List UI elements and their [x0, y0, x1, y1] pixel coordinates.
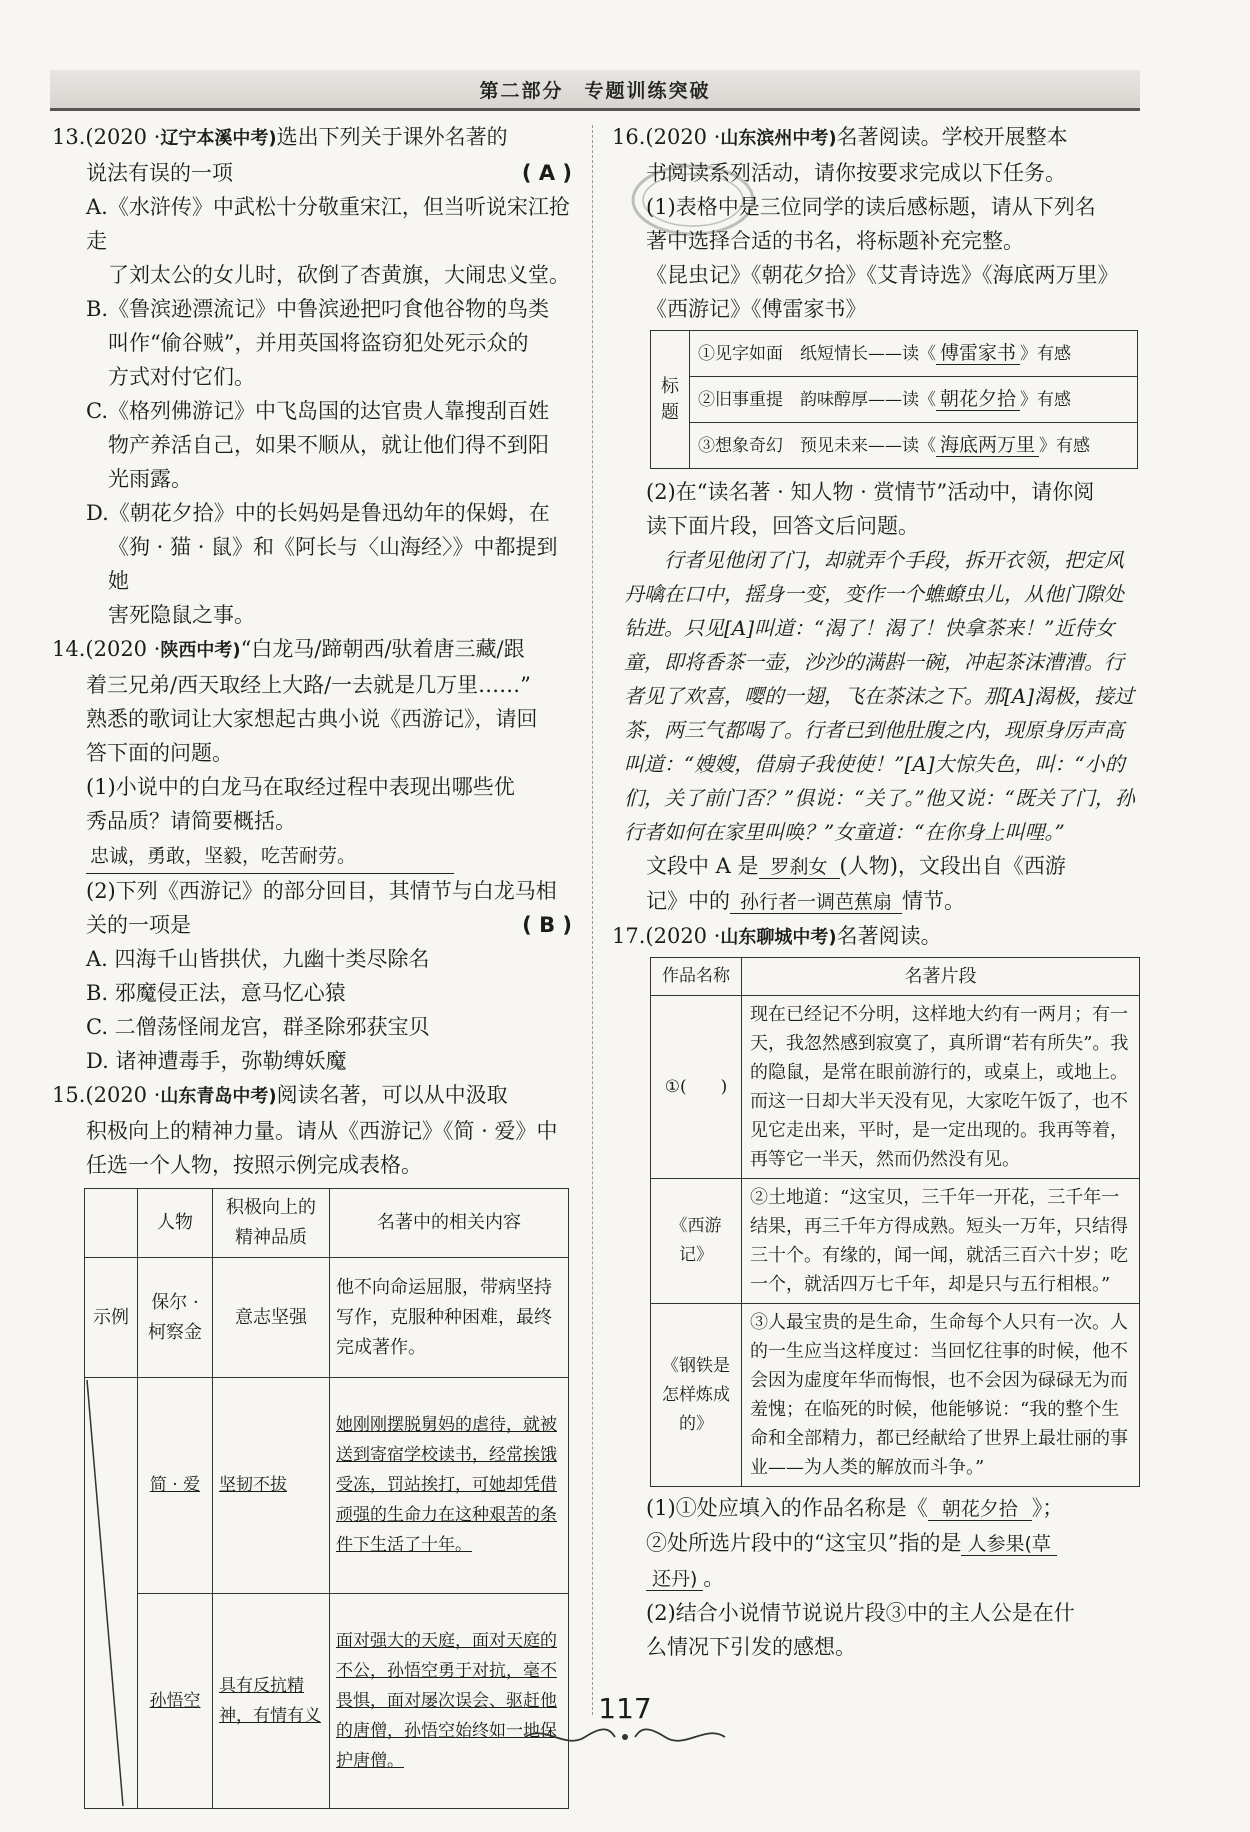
- table-header: 名著中的相关内容: [330, 1189, 569, 1258]
- q16-books-line: 《西游记》《傅雷家书》: [646, 297, 867, 321]
- q17-q1b: ②处所选片段中的“这宝贝”指的是: [646, 1531, 962, 1555]
- work-name-cell: ①( ): [651, 996, 742, 1179]
- table-cell-handwritten: 面对强大的天庭，面对天庭的不公，孙悟空勇于对抗，毫不畏惧，面对屡次误会、驱赶他的唐僧，孙悟空始终如一地保护唐僧。: [330, 1593, 569, 1809]
- q16-books-line: 《昆虫记》《朝花夕拾》《艾青诗选》《海底两万里》: [646, 263, 1119, 287]
- table-cell: 保尔 · 柯察金: [138, 1258, 213, 1378]
- q14-sub2-line: (2)下列《西游记》的部分回目，其情节与白龙马相: [86, 879, 557, 903]
- q13-option-line: 方式对付它们。: [108, 365, 255, 389]
- q15-stem-line: 积极向上的精神力量。请从《西游记》《简 · 爱》中: [86, 1119, 558, 1143]
- excerpt-cell: ②土地道：“这宝贝，三千年一开花，三千年一结果，再三千年方得成熟。短头一万年，只结得三十个。有缘的，闻一闻，就活三百六十岁；吃一个，就活四万七千年，却是只与五行相根。”: [742, 1179, 1140, 1304]
- q14-sub1-line: 秀品质？请简要概括。: [86, 809, 296, 833]
- header-title: 第二部分 专题训练突破: [479, 80, 711, 102]
- column-divider: [592, 125, 593, 1715]
- q17-q2-line: 么情况下引发的感想。: [646, 1635, 856, 1659]
- q17-q1a: (1)①处应填入的作品名称是《: [646, 1496, 928, 1520]
- q15-stem-line: 任选一个人物，按照示例完成表格。: [86, 1153, 422, 1177]
- table-cell-handwritten: 她刚刚摆脱舅妈的虐待，就被送到寄宿学校读书，经常挨饿受冻，罚站挨打，可她却凭借顽强的生命力在这种艰苦的条件下生活了十年。: [330, 1378, 569, 1594]
- title-suffix: 》有感: [1020, 344, 1072, 364]
- q13-option-line: 了刘太公的女儿时，砍倒了杏黄旗，大闹忠义堂。: [108, 263, 570, 287]
- diagonal-line: [85, 1378, 125, 1808]
- q17-stem: 名著阅读。: [836, 924, 942, 948]
- question-14: [52, 632, 572, 1078]
- q13-option-line: 叫作“偷谷贼”，并用英国将盗窃犯处死示众的: [108, 331, 529, 355]
- q16-fill-c: 记》中的: [646, 889, 730, 913]
- q16-sub1-line: (1)表格中是三位同学的读后感标题，请从下列名: [646, 195, 1096, 219]
- title-prefix: ①见字如面 纸短情长——读《: [698, 344, 936, 364]
- q16-fill-d: 情节。: [902, 889, 966, 913]
- q13-number: 13.: [52, 125, 86, 149]
- table-header: 人物: [138, 1189, 213, 1258]
- title-prefix: ③想象奇幻 预见未来——读《: [698, 436, 936, 456]
- q17-q2-line: (2)结合小说情节说说片段③中的主人公是在什: [646, 1601, 1075, 1625]
- q16-sub2-line: (2)在“读名著 · 知人物 · 赏情节”活动中，请你阅: [646, 480, 1095, 504]
- q16-sub2-line: 读下面片段，回答文后问题。: [646, 514, 919, 538]
- q14-source: 陕西中考): [160, 640, 241, 661]
- table-header: 积极向上的精神品质: [213, 1189, 330, 1258]
- question-15: [52, 1078, 572, 1809]
- title-answer: 傅雷家书: [936, 342, 1020, 365]
- q13-answer: ( A ): [521, 161, 572, 185]
- q14-answer: ( B ): [522, 913, 572, 937]
- work-name-cell: 《钢铁是怎样炼成的》: [651, 1304, 742, 1487]
- q13-source: 辽宁本溪中考): [160, 128, 277, 149]
- q17-q1b-end: 。: [703, 1566, 725, 1590]
- q14-option: D. 诸神遭毒手，弥勒缚妖魔: [86, 1049, 347, 1073]
- q14-sub1-answer: 忠诚，勇敢，坚毅，吃苦耐劳。: [86, 839, 454, 874]
- table-side-label: 标题: [651, 331, 690, 469]
- q14-option: A. 四海千山皆拱伏，九幽十类尽除名: [86, 947, 430, 971]
- q13-option-line: 物产养活自己，如果不顺从，就让他们得不到阳: [108, 433, 549, 457]
- q15-number: 15.: [52, 1083, 86, 1107]
- q14-stem-line: 熟悉的歌词让大家想起古典小说《西游记》，请回: [86, 707, 538, 731]
- table-header: 作品名称: [651, 958, 742, 996]
- question-13: [52, 120, 572, 632]
- title-answer: 朝花夕拾: [936, 388, 1020, 411]
- excerpt-cell: 现在已经记不分明，这样地大约有一两月；有一天，我忽然感到寂寞了，真所谓“若有所失”。我的隐鼠，是常在眼前游行的，或桌上，或地上。而这一日却大半天没有见，大家吃午饭了，也不见它走出来，平时，是一定出现的。我再等着，再等它一半天，然而仍然没有见。: [742, 996, 1140, 1179]
- table-header: 名著片段: [742, 958, 1140, 996]
- q16-fill-a-answer: 罗刹女: [759, 856, 840, 879]
- page-number: 117: [598, 1692, 652, 1725]
- title-row: [690, 423, 1138, 469]
- q14-stem-line: 着三兄弟/西天取经上大路/一去就是几万里……”: [86, 673, 531, 697]
- q15-stem-line: 阅读名著，可以从中汲取: [276, 1083, 508, 1107]
- q13-option-line: 《狗 · 猫 · 鼠》和《阿长与〈山海经〉》中都提到她: [108, 535, 558, 593]
- table-cell-handwritten: 简 · 爱: [138, 1378, 213, 1594]
- right-column: [612, 120, 1142, 1664]
- title-prefix: ②旧事重提 韵味醇厚——读《: [698, 390, 936, 410]
- work-name-cell: 《西游记》: [651, 1179, 742, 1304]
- q13-source-year: (2020 ·: [85, 125, 161, 149]
- question-16: [612, 120, 1142, 919]
- q16-fill-b: (人物)，文段出自《西游: [839, 854, 1066, 878]
- q16-source-year: (2020 ·: [645, 125, 721, 149]
- q17-source: 山东聊城中考): [720, 927, 837, 948]
- title-suffix: 》有感: [1020, 390, 1072, 410]
- q14-source-year: (2020 ·: [85, 637, 161, 661]
- q13-option-line: A.《水浒传》中武松十分敬重宋江，但当听说宋江抢走: [86, 195, 570, 253]
- title-row: [690, 377, 1138, 423]
- q13-option-line: B.《鲁滨逊漂流记》中鲁滨逊把叼食他谷物的鸟类: [86, 297, 550, 321]
- q16-fill-a: 文段中 A 是: [646, 854, 759, 878]
- q16-sub1-line: 著中选择合适的书名，将标题补充完整。: [646, 229, 1024, 253]
- q17-q1b-answer-cont: 还丹): [646, 1568, 703, 1591]
- q14-stem-line: “白龙马/蹄朝西/驮着唐三藏/跟: [240, 637, 525, 661]
- diagonal-cell: [85, 1378, 138, 1809]
- q16-passage: 行者见他闭了门，却就弄个手段，拆开衣领，把定风丹噙在口中，摇身一变，变作一个蟭蟟虫儿，从他门隙处钻进。只见[A]叫道：“渴了！渴了！快拿茶来！”近侍女童，即将香茶一壶，沙沙的满斟一碗，冲起茶沫漕漕。行者见了欢喜，嘤的一翅，飞在茶沫之下。那[A]渴极，接过茶，两三气都喝了。行者已到他肚腹之内，现原身厉声高叫道：“嫂嫂，借扇子我使使！”[A]大惊失色，叫：“小的们，关了前门否？”俱说：“关了。”他又说：“既关了门，孙行者如何在家里叫唤？”女童道：“在你身上叫哩。”: [624, 548, 1135, 844]
- q14-option: C. 二僧荡怪闹龙宫，群圣除邪获宝贝: [86, 1015, 430, 1039]
- table-cell: 他不向命运屈服，带病坚持写作，克服种种困难，最终完成著作。: [330, 1258, 569, 1378]
- q14-option: B. 邪魔侵正法，意马忆心猿: [86, 981, 346, 1005]
- q14-stem-line: 答下面的问题。: [86, 741, 233, 765]
- q16-source: 山东滨州中考): [720, 128, 837, 149]
- q15-source-year: (2020 ·: [85, 1083, 161, 1107]
- title-row: [690, 331, 1138, 377]
- q13-option-line: 光雨露。: [108, 467, 192, 491]
- q16-fill-c-answer: 孙行者一调芭蕉扇: [730, 891, 902, 914]
- question-17: [612, 919, 1142, 1664]
- left-column: [52, 120, 572, 1809]
- q13-option-line: D.《朝花夕拾》中的长妈妈是鲁迅幼年的保姆，在: [86, 501, 550, 525]
- table-corner: [85, 1189, 138, 1258]
- q17-table: [650, 957, 1140, 1487]
- q16-stem-line: 名著阅读。学校开展整本: [836, 125, 1068, 149]
- page-header: [50, 70, 1140, 111]
- table-cell-handwritten: 孙悟空: [138, 1593, 213, 1809]
- q15-source: 山东青岛中考): [160, 1086, 277, 1107]
- q14-sub1-line: (1)小说中的白龙马在取经过程中表现出哪些优: [86, 775, 515, 799]
- excerpt-cell: ③人最宝贵的是生命，生命每个人只有一次。人的一生应当这样度过：当回忆往事的时候，他不会因为虚度年华而悔恨，也不会因为碌碌无为而羞愧；在临死的时候，他能够说：“我的整个生命和全部精力，都已经献给了世界上最壮丽的事业——为人类的解放而斗争。”: [742, 1304, 1140, 1487]
- q16-stem-line: 书阅读系列活动，请你按要求完成以下任务。: [646, 161, 1066, 185]
- q13-option-line: C.《格列佛游记》中飞岛国的达官贵人靠搜刮百姓: [86, 399, 549, 423]
- q17-q1b-answer: 人参果(草: [961, 1533, 1056, 1556]
- q14-sub2-line: 关的一项是: [86, 913, 191, 937]
- q14-number: 14.: [52, 637, 86, 661]
- table-cell-handwritten: 坚韧不拔: [213, 1378, 330, 1594]
- title-answer: 海底两万里: [936, 434, 1039, 457]
- q16-title-table: [650, 330, 1138, 469]
- title-suffix: 》有感: [1039, 436, 1091, 456]
- table-cell: 意志坚强: [213, 1258, 330, 1378]
- q13-stem2: 说法有误的一项: [86, 161, 233, 185]
- q13-option-line: 害死隐鼠之事。: [108, 603, 255, 627]
- q17-number: 17.: [612, 924, 646, 948]
- q16-number: 16.: [612, 125, 646, 149]
- q17-q1a-answer: 朝花夕拾: [928, 1498, 1032, 1521]
- q15-table: [84, 1188, 569, 1809]
- q17-q1a-end: 》；: [1031, 1496, 1064, 1520]
- q17-source-year: (2020 ·: [645, 924, 721, 948]
- example-label: 示例: [85, 1258, 138, 1378]
- table-cell-handwritten: 具有反抗精神，有情有义: [213, 1593, 330, 1809]
- footer-ornament-icon: [515, 1722, 735, 1752]
- q13-stem1: 选出下列关于课外名著的: [276, 125, 508, 149]
